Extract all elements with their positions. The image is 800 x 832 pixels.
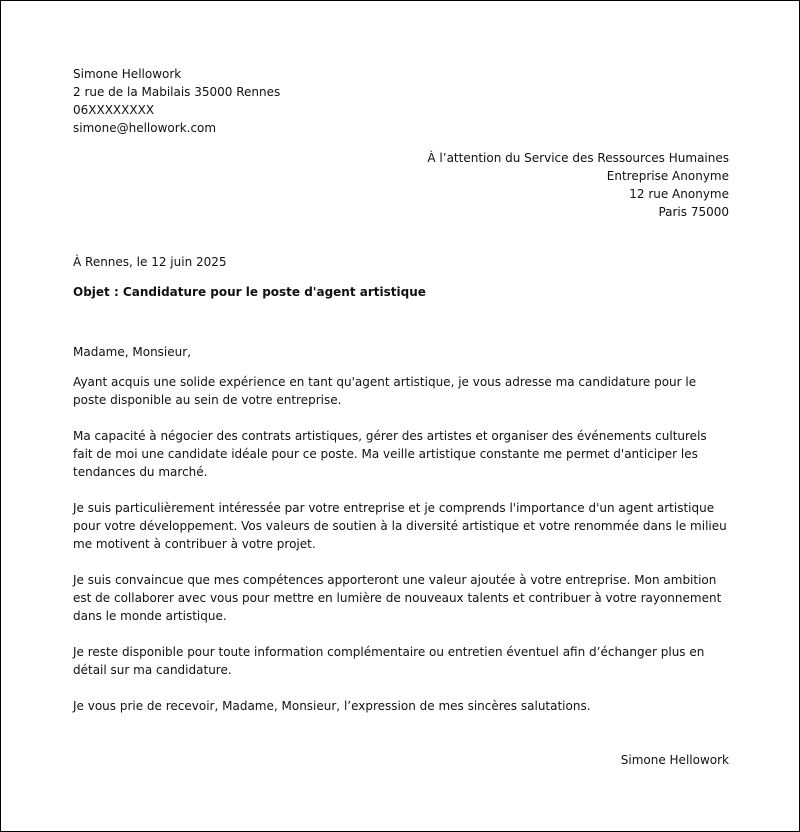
letter-content bbox=[73, 65, 729, 769]
subject-line: Objet : Candidature pour le poste d'agent artistique bbox=[73, 285, 426, 299]
sender-name: Simone Hellowork bbox=[73, 67, 182, 81]
body-paragraph: Ma capacité à négocier des contrats artistiques, gérer des artistes et organiser des événements culturels fait de moi une candidate idéale pour ce poste. Ma veille artistique constante me permet d'anticiper les tendances du marché. bbox=[73, 429, 707, 479]
sender-block bbox=[73, 65, 729, 137]
body-paragraph: Je suis particulièrement intéressée par votre entreprise et je comprends l'importance d'un agent artistique pour votre développement. Vos valeurs de soutien à la diversité artistique et votre renommée dans le milieu me motivent à contribuer à votre projet. bbox=[73, 501, 727, 551]
sender-email: simone@hellowork.com bbox=[73, 121, 217, 135]
recipient-company: Entreprise Anonyme bbox=[606, 169, 729, 183]
closing-line: Je vous prie de recevoir, Madame, Monsieur, l’expression de mes sincères salutations. bbox=[73, 699, 591, 713]
signature: Simone Hellowork bbox=[620, 753, 729, 767]
recipient-attention: À l’attention du Service des Ressources Humaines bbox=[427, 151, 729, 165]
body-paragraph: Ayant acquis une solide expérience en tant qu'agent artistique, je vous adresse ma candidature pour le poste disponible au sein de votre entreprise. bbox=[73, 375, 697, 407]
body-paragraph: Je suis convaincue que mes compétences apporteront une valeur ajoutée à votre entreprise. Mon ambition est de collaborer avec vous pour mettre en lumière de nouveaux talents et contribuer à votre rayonnement dans le monde artistique. bbox=[73, 573, 722, 623]
recipient-city: Paris 75000 bbox=[658, 205, 729, 219]
body-paragraph: Je reste disponible pour toute information complémentaire ou entretien éventuel afin d’échanger plus en détail sur ma candidature. bbox=[73, 645, 705, 677]
recipient-block bbox=[73, 149, 729, 221]
date-line: À Rennes, le 12 juin 2025 bbox=[73, 255, 227, 269]
salutation: Madame, Monsieur, bbox=[73, 345, 192, 359]
recipient-street: 12 rue Anonyme bbox=[629, 187, 729, 201]
sender-address: 2 rue de la Mabilais 35000 Rennes bbox=[73, 85, 281, 99]
sender-phone: 06XXXXXXXX bbox=[73, 103, 155, 117]
